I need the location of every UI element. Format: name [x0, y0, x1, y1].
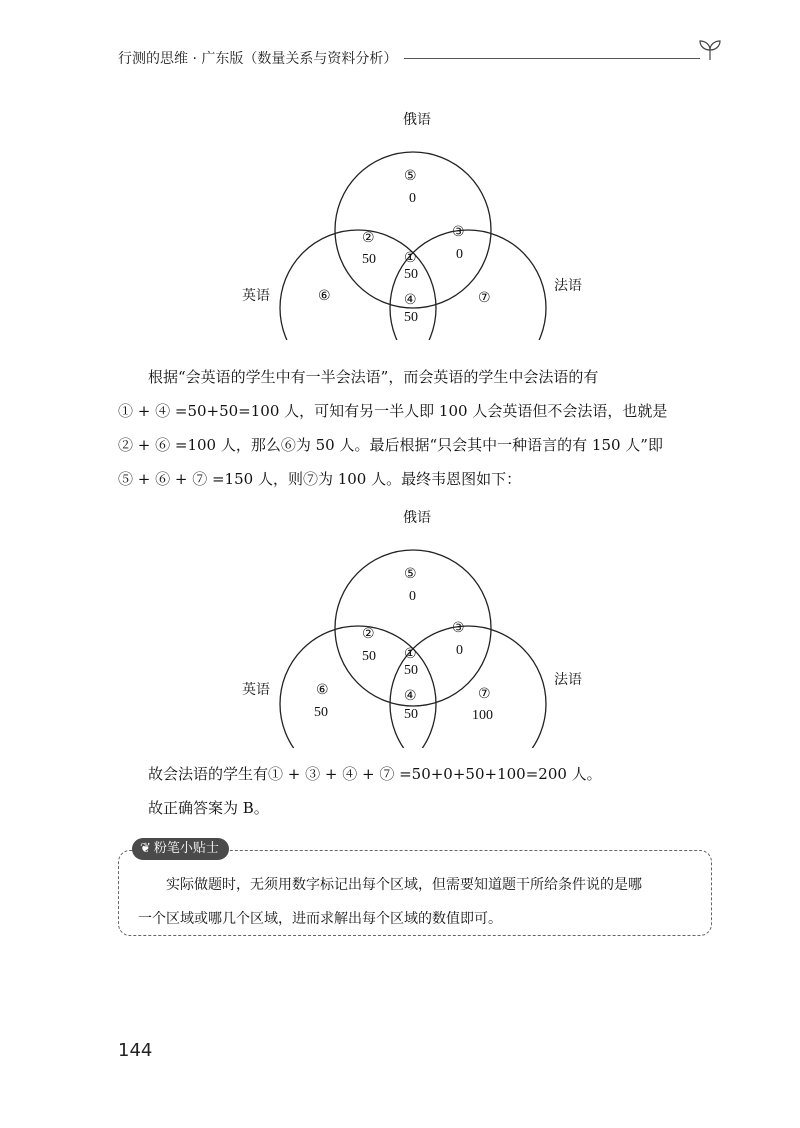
region-1-mark: ①	[404, 250, 417, 266]
region-4-value: 50	[404, 310, 418, 325]
region-1-value: 50	[404, 663, 418, 678]
sprout-icon	[696, 38, 724, 62]
tip-line-1: 实际做题时，无须用数字标记出每个区域，但需要知道题干所给条件说的是哪	[166, 877, 642, 893]
label-french: 法语	[554, 278, 582, 294]
region-7-mark: ⑦	[478, 290, 491, 306]
venn-diagram-initial	[0, 110, 800, 330]
conclusion-text: 故会法语的学生有① + ③ + ④ + ⑦ =50+0+50+100=200 人。	[148, 765, 602, 783]
tip-text	[138, 868, 698, 936]
region-2-mark: ②	[362, 230, 375, 246]
region-4-value: 50	[404, 707, 418, 722]
explanation-paragraph	[118, 360, 718, 496]
tip-tag-label: 粉笔小贴士	[153, 841, 219, 856]
paragraph-line-2: ① + ④ =50+50=100 人，可知有另一半人即 100 人会英语但不会法语，也就是	[118, 402, 668, 420]
region-6-mark: ⑥	[318, 288, 331, 304]
region-3-value: 0	[456, 247, 463, 262]
region-7-mark: ⑦	[478, 686, 491, 702]
running-header	[118, 48, 718, 72]
paragraph-line-3: ② + ⑥ =100 人，那么⑥为 50 人。最后根据“只会其中一种语言的有 150 人”即	[118, 436, 663, 454]
region-2-value: 50	[362, 649, 376, 664]
label-russian: 俄语	[403, 112, 431, 128]
region-3-mark: ③	[452, 620, 465, 636]
region-5-value: 0	[409, 589, 416, 604]
circle-english	[280, 626, 436, 748]
tip-line-2: 一个区域或哪几个区域，进而求解出每个区域的数值即可。	[138, 911, 502, 927]
region-5-mark: ⑤	[404, 566, 417, 582]
label-english: 英语	[242, 682, 270, 698]
region-6-value: 50	[314, 705, 328, 720]
label-russian: 俄语	[403, 510, 431, 526]
region-4-mark: ④	[404, 292, 417, 308]
region-2-mark: ②	[362, 626, 375, 642]
label-french: 法语	[554, 672, 582, 688]
region-5-value: 0	[409, 191, 416, 206]
tip-tag	[132, 838, 229, 860]
region-7-value: 100	[472, 708, 493, 723]
leaf-icon: ❦	[140, 841, 151, 856]
paragraph-line-1: 根据“会英语的学生中有一半会法语”，而会英语的学生中会法语的有	[148, 368, 599, 386]
paragraph-line-4: ⑤ + ⑥ + ⑦ =150 人，则⑦为 100 人。最终韦恩图如下：	[118, 470, 522, 488]
region-1-mark: ①	[404, 646, 417, 662]
label-english: 英语	[242, 288, 270, 304]
header-rule	[404, 58, 700, 59]
region-3-value: 0	[456, 643, 463, 658]
region-3-mark: ③	[452, 224, 465, 240]
region-6-mark: ⑥	[316, 682, 329, 698]
circle-french	[390, 626, 546, 748]
answer-text: 故正确答案为 B。	[148, 799, 269, 817]
region-4-mark: ④	[404, 688, 417, 704]
page-number: 144	[118, 1040, 153, 1061]
region-5-mark: ⑤	[404, 168, 417, 184]
header-title: 行测的思维 · 广东版（数量关系与资料分析）	[118, 51, 398, 67]
region-2-value: 50	[362, 252, 376, 267]
venn-diagram-final	[0, 508, 800, 728]
region-1-value: 50	[404, 267, 418, 282]
